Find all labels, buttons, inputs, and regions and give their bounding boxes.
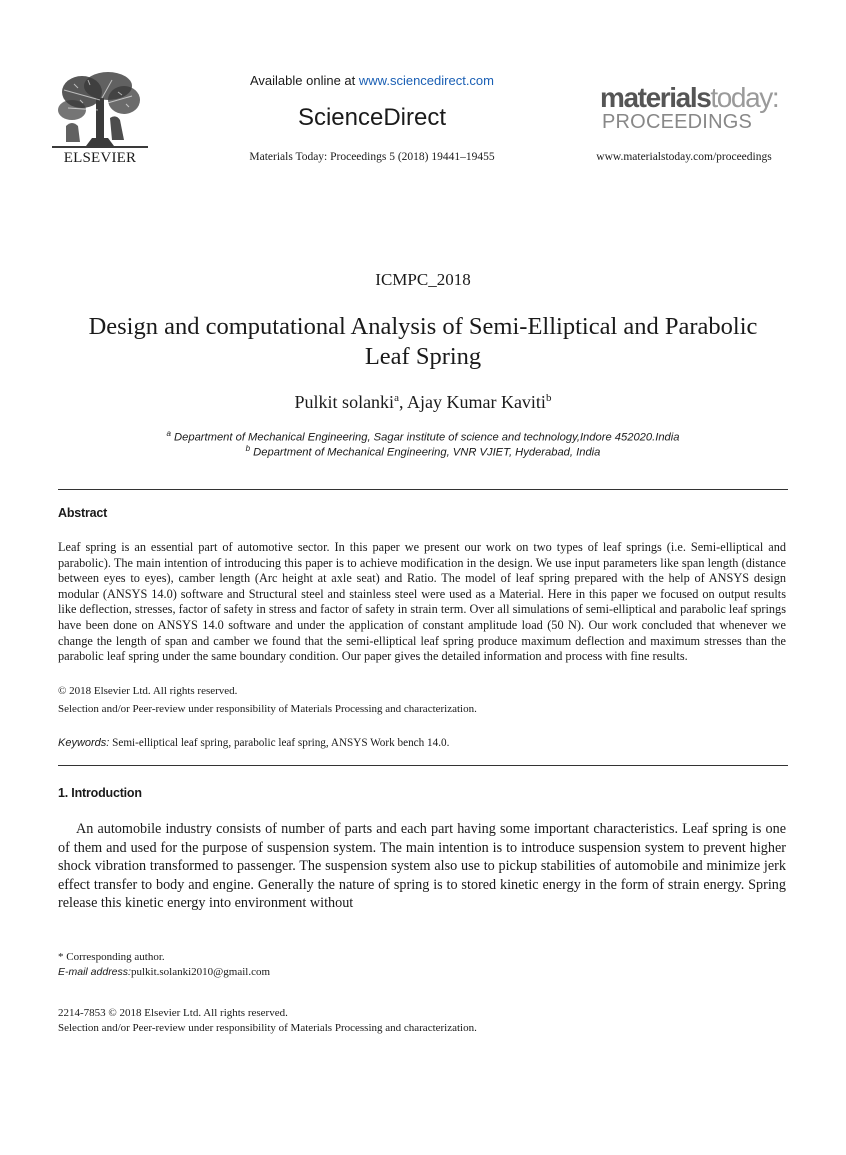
affiliation-b (0, 444, 846, 459)
divider-top (58, 489, 788, 490)
affiliation-a (0, 429, 846, 444)
platform-name: ScienceDirect (297, 104, 447, 131)
author-list (0, 392, 846, 413)
author-name: Ajay Kumar Kaviti (406, 392, 546, 412)
author-name: Pulkit solanki (294, 392, 395, 412)
abstract-selection-note: Selection and/or Peer-review under responsibility of Materials Processing and characterization. (58, 703, 477, 715)
affiliation-text: Department of Mechanical Engineering, Sagar institute of science and technology,Indore 452020.India (170, 431, 680, 444)
journal-reference: Materials Today: Proceedings 5 (2018) 19441–19455 (249, 151, 495, 163)
affiliation-text: Department of Mechanical Engineering, VNR VJIET, Hyderabad, India (250, 446, 601, 459)
elsevier-tree-icon (52, 70, 148, 150)
abstract-heading: Abstract (58, 506, 108, 520)
affiliation-mark: b (245, 444, 251, 453)
abstract-copyright: © 2018 Elsevier Ltd. All rights reserved. (58, 685, 238, 697)
journal-logo-main: materials (600, 82, 711, 113)
materials-today-logo (600, 84, 786, 136)
email-label: E-mail address: (58, 966, 131, 978)
keywords-label: Keywords: (58, 737, 110, 749)
footer-selection-note: Selection and/or Peer-review under responsibility of Materials Processing and characterization. (58, 1022, 477, 1034)
journal-url[interactable]: www.materialstoday.com/proceedings (596, 151, 772, 163)
divider-middle (58, 765, 788, 766)
available-online-line (230, 73, 514, 88)
author-affil-mark: a (394, 392, 399, 404)
affiliation-mark: a (166, 429, 171, 438)
paper-title-line-1: Design and computational Analysis of Semi-Elliptical and Parabolic (88, 313, 758, 340)
email-address[interactable]: pulkit.solanki2010@gmail.com (130, 966, 271, 978)
author-affil-mark: b (545, 392, 552, 404)
email-line (58, 966, 270, 978)
keywords-text: Semi-elliptical leaf spring, parabolic leaf spring, ANSYS Work bench 14.0. (109, 737, 450, 749)
author-separator: , (398, 392, 407, 412)
journal-logo-sub: PROCEEDINGS (602, 111, 753, 133)
sciencedirect-link[interactable]: www.sciencedirect.com (358, 73, 494, 88)
keywords-line (58, 737, 449, 749)
issn-line: 2214-7853 © 2018 Elsevier Ltd. All rights reserved. (58, 1007, 288, 1019)
available-prefix: Available online at (249, 73, 359, 88)
journal-logo-brand (600, 84, 786, 112)
journal-logo-accent: today: (710, 82, 779, 113)
corresponding-author-note: * Corresponding author. (58, 951, 165, 963)
introduction-heading: 1. Introduction (58, 786, 142, 800)
abstract-text: Leaf spring is an essential part of automotive sector. In this paper we present our work on two types of leaf springs (i.e. Semi-elliptical and parabolic). The main intention of introducing this paper is to achieve modification in the design. We use input parameters like span length (distance between eyes to eyes), camber length (Arc height at axle seat) and Ratio. The model of leaf spring prepared with the help of ANSYS design modular (ANSYS 14.0) software and Structural steel and stainless steel were used as a Material. Here in this paper we focused on output results like deflection, stresses, factor of safety in stress and factor of safety in strain term. Over all simulations of semi-elliptical and parabolic leaf springs have been done on ANSYS 14.0 software and under the application of constant amplitude load (50 N). Our work concluded that whenever we change the length of span and camber we found that the semi-elliptical leaf spring produce maximum deflection and maximum stresses than the parabolic leaf spring under the same boundary condition. Our paper gives the detailed information and process with fine results. (58, 540, 786, 664)
conference-name: ICMPC_2018 (375, 270, 471, 289)
elsevier-wordmark: ELSEVIER (63, 150, 137, 166)
paper-title (60, 312, 786, 372)
paper-title-line-2: Leaf Spring (364, 343, 482, 370)
elsevier-logo (52, 70, 148, 168)
introduction-text: An automobile industry consists of number of parts and each part having some important characteristics. Leaf spring is one of them and used for the purpose of suspension system. The main intention is to introduce suspension system to prevent higher shock vibration transformed to passenger. The suspension system also use to pickup stabilities of automobile and minimize jerk effect transfer to body and engine. Generally the nature of spring is to stored kinetic energy in the form of strain energy. Spring release this kinetic energy into environment without (58, 821, 786, 912)
